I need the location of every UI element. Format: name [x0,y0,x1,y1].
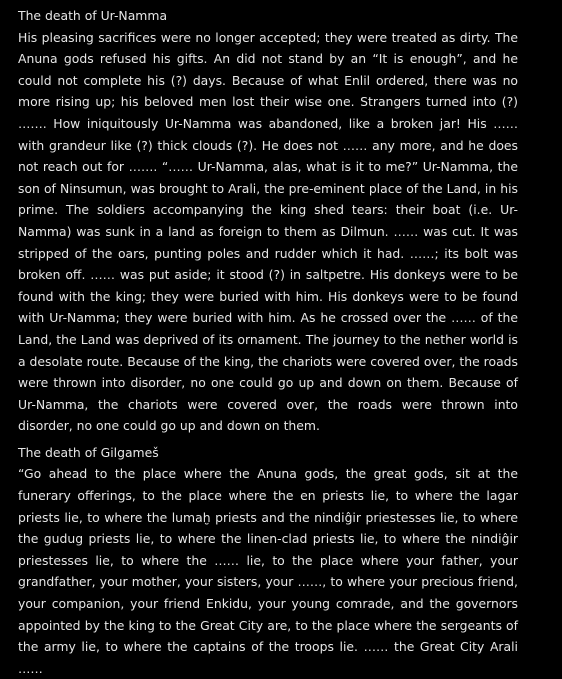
section-body: “Go ahead to the place where the Anuna gods, the great gods, sit at the funerary offerings, to the place where the en priests lie, to where the lagar priests lie, to where the lumaḫ priests and the nindiĝir priestesses lie, to where the gudug priests lie, to where the linen-clad priests lie, to where the nindiĝir priestesses lie, to where the …… lie, to the place where your father, your grandfather, your mother, your sisters, your ……, to where your precious friend, your companion, your friend Enkidu, your young comrade, and the governors appointed by the king to the Great City are, to the place where the sergeants of the army lie, to where the captains of the troops lie. …… the Great City Arali …… [18,466,518,676]
section-title: The death of Ur-Namma [18,8,168,23]
section-death-of-ur-namma [18,5,518,437]
section-death-of-gilgames [18,442,518,679]
section-body: His pleasing sacrifices were no longer accepted; they were treated as dirty. The Anuna gods refused his gifts. An did not stand by an “It is enough”, and he could not complete his (?) days. Because of what Enlil ordered, there was no more rising up; his beloved men lost their wise one. Strangers turned into (?) ……. How iniquitously Ur-Namma was abandoned, like a broken jar! His …… with grandeur like (?) thick clouds (?). He does not …… any more, and he does not reach out for ……. “…… Ur-Namma, alas, what is it to me?” Ur-Namma, the son of Ninsumun, was brought to Arali, the pre-eminent place of the Land, in his prime. The soldiers accompanying the king shed tears: their boat (i.e. Ur-Namma) was sunk in a land as foreign to them as Dilmun. …… was cut. It was stripped of the oars, punting poles and rudder which it had. ……; its bolt was broken off. …… was put aside; it stood (?) in saltpetre. His donkeys were to be found with the king; they were buried with him. His donkeys were to be found with Ur-Namma; they were buried with him. As he crossed over the …… of the Land, the Land was deprived of its ornament. The journey to the nether world is a desolate route. Because of the king, the chariots were covered over, the roads were thrown into disorder, no one could go up and down on them. Because of Ur-Namma, the chariots were covered over, the roads were thrown into disorder, no one could go up and down on them. [18,29,518,434]
section-title: The death of Gilgameš [18,444,159,460]
